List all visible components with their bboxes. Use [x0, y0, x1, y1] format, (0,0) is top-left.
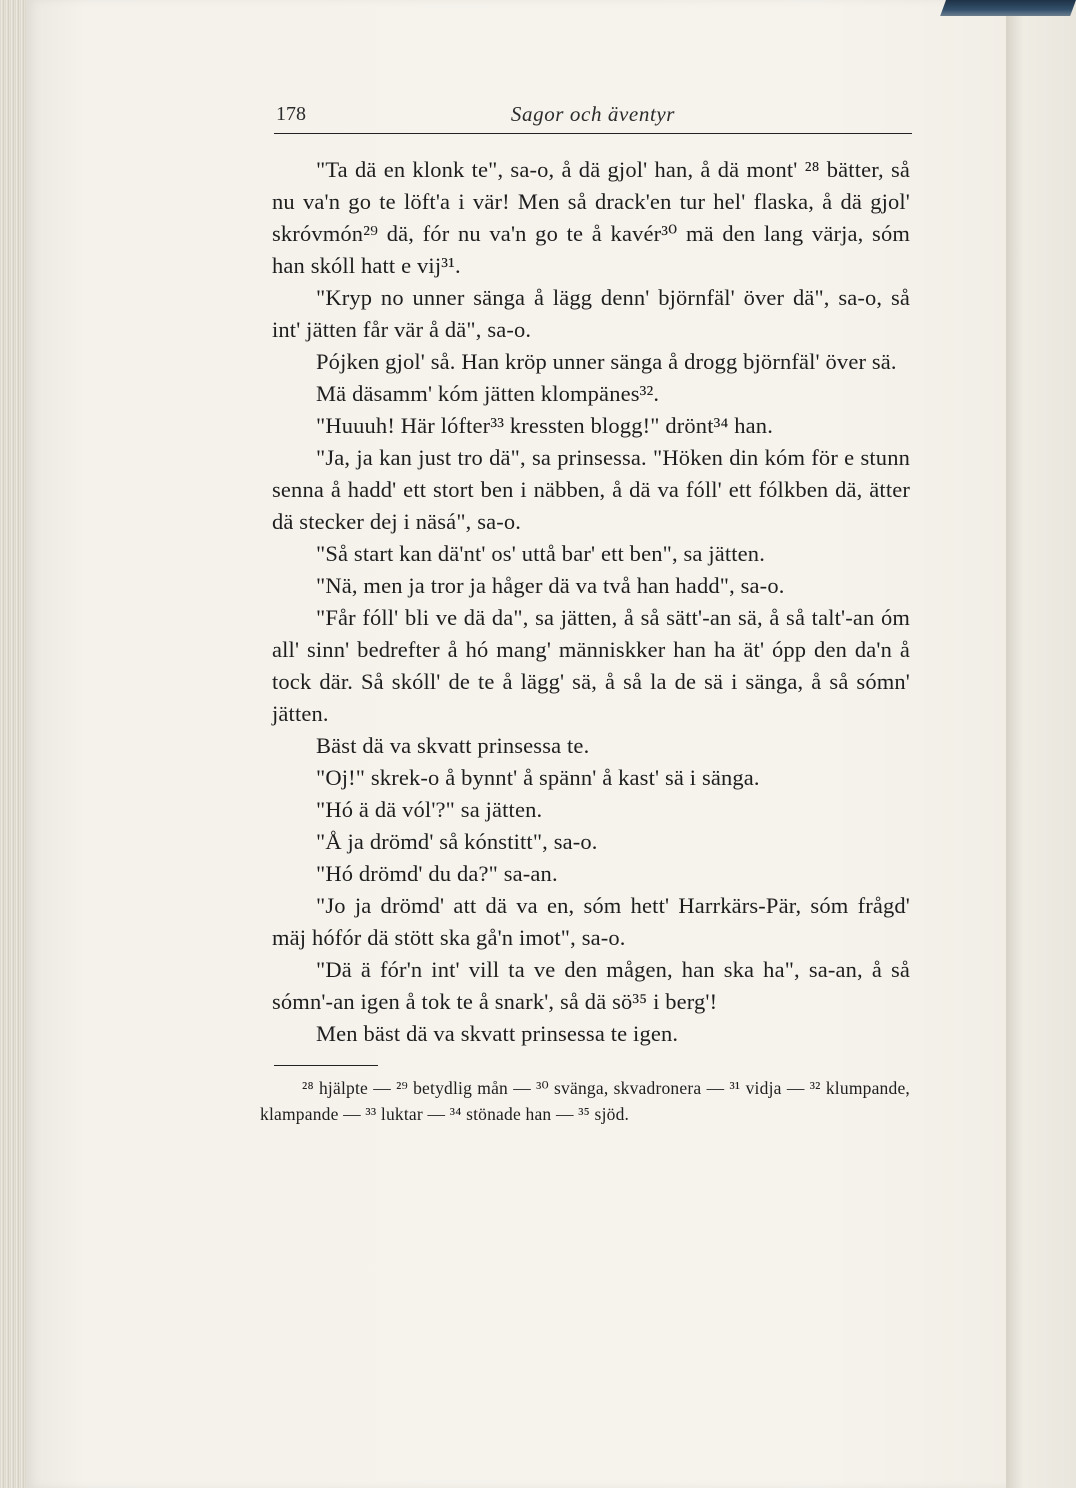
paragraph-16: "Dä ä fór'n int' vill ta ve den mågen, han ska ha", sa-an, å så sómn'-an igen å tok te å snark', så dä sö³⁵ i berg'! — [272, 957, 910, 1014]
book-cover-corner — [940, 0, 1076, 16]
paragraph-5: "Huuuh! Här lófter³³ kressten blogg!" drönt³⁴ han. — [316, 413, 773, 438]
footnotes — [260, 1075, 910, 1127]
footnote-divider — [274, 1065, 378, 1066]
page-edges — [0, 0, 28, 1488]
paragraph-3: Pójken gjol' så. Han kröp unner sänga å drogg björnfäl' över sä. — [316, 349, 897, 374]
footnote-text: ²⁸ hjälpte — ²⁹ betydlig mån — ³⁰ svänga, skvadronera — ³¹ vidja — ³² klumpande, klampande — ³³ luktar — ³⁴ stönade han — ³⁵ sjöd. — [260, 1078, 910, 1124]
paragraph-15: "Jo ja drömd' att dä va en, sóm hett' Harrkärs-Pär, sóm frågd' mäj hófór dä stött ska gå'n imot", sa-o. — [272, 893, 910, 950]
paragraph-7: "Så start kan dä'nt' os' uttå bar' ett ben", sa jätten. — [316, 541, 765, 566]
paragraph-9: "Får fóll' bli ve dä da", sa jätten, å så sätt'-an sä, å så talt'-an óm all' sinn' bedrefter å hó mang' människker han ha ät' ópp den da'n å tock där. Så skóll' de te å lägg' sä, å så la de sä i sänga, å så sómn' jätten. — [272, 605, 910, 726]
paragraph-10: Bäst dä va skvatt prinsessa te. — [316, 733, 590, 758]
paragraph-12: "Hó ä dä vól'?" sa jätten. — [316, 797, 543, 822]
paragraph-2: "Kryp no unner sänga å lägg denn' björnfäl' över dä", sa-o, så int' jätten får vär å dä", sa-o. — [272, 285, 910, 342]
running-title: Sagor och äventyr — [510, 102, 676, 126]
paragraph-17: Men bäst dä va skvatt prinsessa te igen. — [316, 1021, 679, 1046]
facing-page-edge — [1006, 0, 1076, 1488]
paragraph-1: "Ta dä en klonk te", sa-o, å dä gjol' han, å dä mont' ²⁸ bätter, så nu va'n go te löft'a i vär! Men så drack'en tur hel' flaska, å dä gjol' skróvmón²⁹ dä, fór nu va'n go te å kavér³⁰ mä den lang värja, sóm han skóll hatt e vij³¹. — [272, 157, 910, 278]
paragraph-14: "Hó drömd' du da?" sa-an. — [316, 861, 558, 886]
paragraph-4: Mä däsamm' kóm jätten klompänes³². — [316, 381, 660, 406]
paragraph-8: "Nä, men ja tror ja håger dä va två han hadd", sa-o. — [316, 573, 785, 598]
paragraph-13: "Å ja drömd' så kónstitt", sa-o. — [316, 829, 598, 854]
paragraph-6: "Ja, ja kan just tro dä", sa prinsessa. "Höken din kóm för e stunn senna å hadd' ett stort ben i näbben, å dä va fóll' ett fólkben dä, ätter dä stecker dej i näsá", sa-o. — [272, 445, 910, 534]
page-number: 178 — [276, 103, 306, 125]
running-header — [274, 101, 912, 134]
paragraph-11: "Oj!" skrek-o å bynnt' å spänn' å kast' sä i sänga. — [316, 765, 760, 790]
body-text — [272, 154, 910, 1050]
